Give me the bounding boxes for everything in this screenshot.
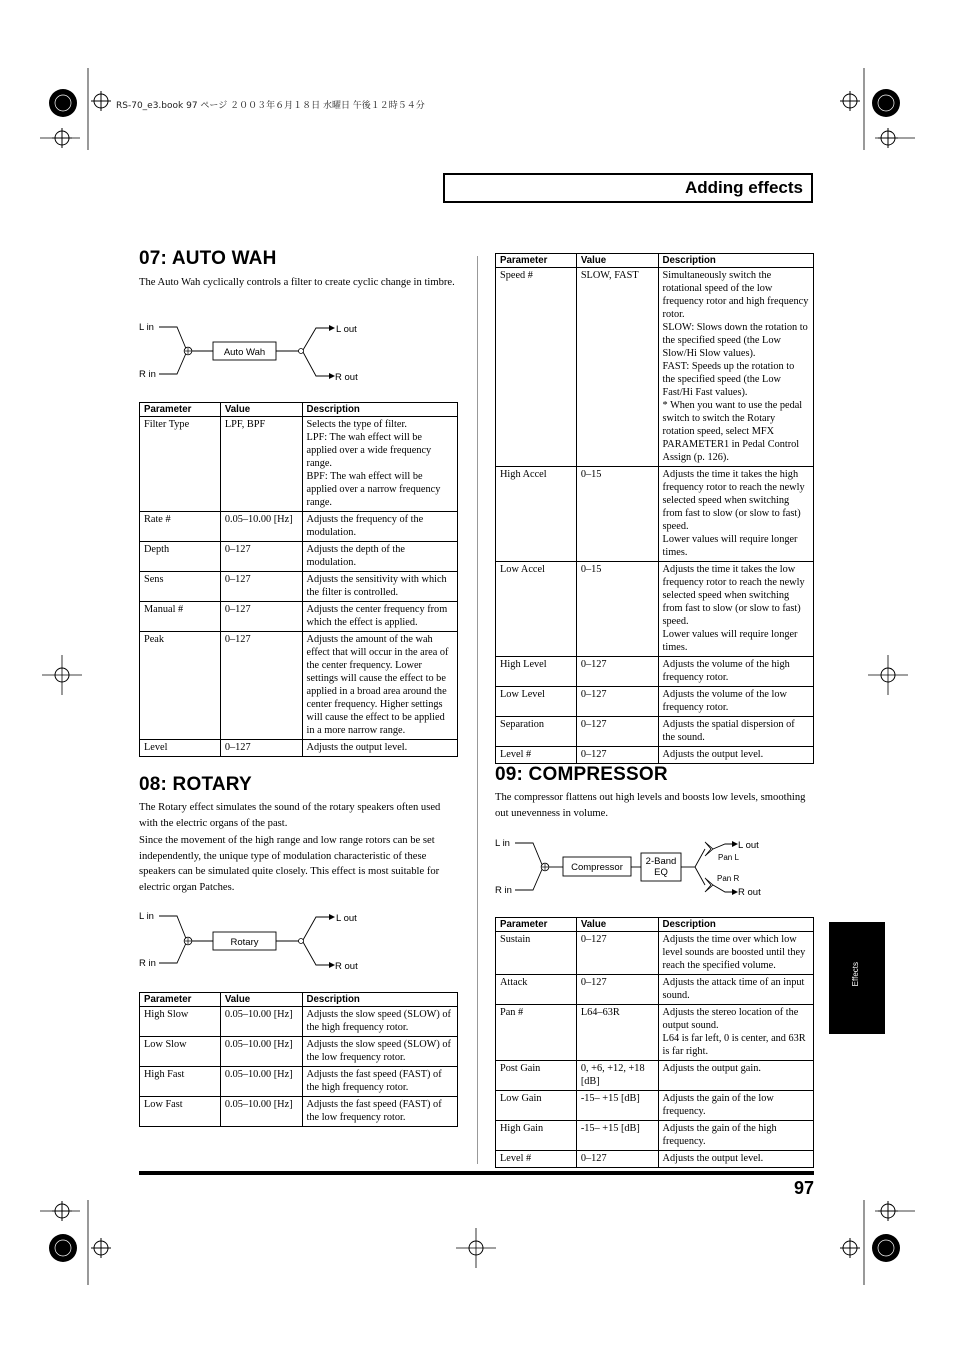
description-cell: Adjusts the stereo location of the output sound. L64 is far left, 0 is center, and 63R is far right. (658, 1005, 813, 1061)
pan-r-label: Pan R (717, 874, 740, 883)
description-cell: Adjusts the time it takes the low frequency rotor to reach the newly selected speed when switching from fast to slow (or slow to fast) speed. Lower values will require longer times. (658, 562, 813, 657)
parameter-cell: Rate # (140, 512, 221, 542)
value-cell: 0–127 (220, 542, 302, 572)
autowah-block-label: Auto Wah (223, 347, 266, 358)
parameter-cell: Attack (496, 975, 577, 1005)
parameter-cell: Pan # (496, 1005, 577, 1061)
value-cell: 0–127 (220, 740, 302, 757)
value-cell: 0–127 (220, 602, 302, 632)
column-divider (477, 256, 478, 1164)
table-row (496, 467, 814, 562)
autowah-signal-flow-diagram (139, 320, 379, 385)
description-cell: Adjusts the fast speed (FAST) of the high frequency rotor. (302, 1067, 457, 1097)
rotary-l-out-label: L out (336, 913, 357, 924)
description-cell: Adjusts the gain of the low frequency. (658, 1091, 813, 1121)
parameter-cell: Sustain (496, 932, 577, 975)
compressor-title: 09: COMPRESSOR (495, 764, 668, 785)
autowah-parameter-table (139, 402, 458, 757)
column-header: Parameter (140, 403, 221, 417)
parameter-cell: High Accel (496, 467, 577, 562)
parameter-cell: Separation (496, 717, 577, 747)
rotary-block-label: Rotary (230, 937, 259, 948)
autowah-intro: The Auto Wah cyclically controls a filter to create cyclic change in timbre. (139, 277, 455, 288)
chapter-title: Adding effects (684, 178, 803, 197)
pan-l-icon (705, 842, 713, 856)
description-cell: Adjusts the output gain. (658, 1061, 813, 1091)
column-header: Parameter (496, 254, 577, 268)
table-row (140, 1067, 458, 1097)
table-row (140, 1007, 458, 1037)
column-header: Description (302, 403, 457, 417)
table-row (496, 1091, 814, 1121)
value-cell: 0–127 (576, 932, 658, 975)
description-cell: Adjusts the attack time of an input sound. (658, 975, 813, 1005)
value-cell: 0–127 (576, 717, 658, 747)
column-header: Value (576, 918, 658, 932)
value-cell: 0.05–10.00 [Hz] (220, 1037, 302, 1067)
value-cell: LPF, BPF (220, 417, 302, 512)
description-cell: Adjusts the gain of the high frequency. (658, 1121, 813, 1151)
table-row (140, 512, 458, 542)
value-cell: L64–63R (576, 1005, 658, 1061)
compressor-r-out-label: R out (738, 887, 761, 898)
table-row (496, 1005, 814, 1061)
autowah-l-out-label: L out (336, 324, 357, 335)
rotary-parameter-table-continued (495, 253, 814, 764)
table-row (496, 687, 814, 717)
column-header: Value (576, 254, 658, 268)
parameter-cell: Low Gain (496, 1091, 577, 1121)
autowah-r-in-label: R in (139, 369, 156, 380)
rotary-intro-2: Since the movement of the high range and low range rotors can be set independently, the unique type of modulation characteristic of these speakers can be simulated quite closely. This effect is most suitable for electric organ Patches. (139, 835, 440, 893)
table-row (140, 1037, 458, 1067)
parameter-cell: Filter Type (140, 417, 221, 512)
rotary-intro-1: The Rotary effect simulates the sound of the rotary speakers often used with the electric organs of the past. (139, 802, 441, 829)
parameter-cell: High Slow (140, 1007, 221, 1037)
table-row (140, 740, 458, 757)
table-row (496, 268, 814, 467)
parameter-cell: Level # (496, 747, 577, 764)
description-cell: Adjusts the spatial dispersion of the sound. (658, 717, 813, 747)
table-row (496, 747, 814, 764)
parameter-cell: Level (140, 740, 221, 757)
chapter-header-box (443, 173, 813, 203)
print-header-line: RS-70_e3.book 97 ページ ２００３年６月１８日 水曜日 午後１２時５４分 (116, 101, 425, 111)
table-row (496, 932, 814, 975)
eq-block-label-1: 2-Band (645, 856, 677, 867)
compressor-intro: The compressor flattens out high levels and boosts low levels, smoothing out unevenness in volume. (495, 792, 806, 819)
compressor-signal-flow-diagram (495, 836, 785, 902)
compressor-l-in-label: L in (495, 838, 510, 849)
description-cell: Adjusts the volume of the high frequency rotor. (658, 657, 813, 687)
column-header: Parameter (496, 918, 577, 932)
side-tab (829, 922, 885, 1034)
description-cell: Adjusts the output level. (658, 747, 813, 764)
parameter-cell: High Fast (140, 1067, 221, 1097)
rotary-title: 08: ROTARY (139, 774, 252, 795)
table-row (496, 975, 814, 1005)
description-cell: Adjusts the time over which low level sounds are boosted until they reach the specified volume. (658, 932, 813, 975)
description-cell: Adjusts the slow speed (SLOW) of the low frequency rotor. (302, 1037, 457, 1067)
column-header: Description (658, 918, 813, 932)
compressor-l-out-label: L out (738, 840, 759, 851)
parameter-cell: Low Accel (496, 562, 577, 657)
column-header: Parameter (140, 993, 221, 1007)
parameter-cell: Low Fast (140, 1097, 221, 1127)
description-cell: Adjusts the volume of the low frequency rotor. (658, 687, 813, 717)
parameter-cell: Low Slow (140, 1037, 221, 1067)
description-cell: Adjusts the amount of the wah effect that will occur in the area of the center frequency. Lower settings will cause the effect to be applied in a broad area around the center frequency. Higher settings will cause the effect to be applied in a more narrow range. (302, 632, 457, 740)
page-number: 97 (793, 1178, 814, 1198)
column-header: Description (302, 993, 457, 1007)
value-cell: 0.05–10.00 [Hz] (220, 512, 302, 542)
description-cell: Simultaneously switch the rotational speed of the low frequency rotor and high frequency rotor. SLOW: Slows down the rotation to the specified speed (the Low Slow/Hi Slow values). FAST: Speeds up the rotation to the specified speed (the Low Fast/Hi Fast values). * When you want to use the pedal switch to switch the Rotary rotation speed, select MFX PARAMETER1 in Pedal Control Assign (p. 126). (658, 268, 813, 467)
table-row (496, 1121, 814, 1151)
rotary-r-out-label: R out (335, 961, 358, 972)
table-row (140, 417, 458, 512)
value-cell: 0–127 (576, 657, 658, 687)
description-cell: Adjusts the depth of the modulation. (302, 542, 457, 572)
description-cell: Adjusts the output level. (658, 1151, 813, 1168)
description-cell: Adjusts the center frequency from which the effect is applied. (302, 602, 457, 632)
value-cell: 0–127 (576, 687, 658, 717)
description-cell: Selects the type of filter. LPF: The wah effect will be applied over a wide frequency range. BPF: The wah effect will be applied over a narrow frequency range. (302, 417, 457, 512)
rotary-signal-flow-diagram (139, 909, 379, 974)
table-row (496, 1151, 814, 1168)
table-row (496, 562, 814, 657)
value-cell: 0–15 (576, 562, 658, 657)
eq-block-label-2: EQ (654, 867, 668, 878)
value-cell: 0.05–10.00 [Hz] (220, 1067, 302, 1097)
value-cell: -15– +15 [dB] (576, 1121, 658, 1151)
parameter-cell: Low Level (496, 687, 577, 717)
table-row (140, 572, 458, 602)
description-cell: Adjusts the output level. (302, 740, 457, 757)
table-row (496, 717, 814, 747)
footer-rule (139, 1171, 814, 1175)
table-row (140, 1097, 458, 1127)
value-cell: 0–127 (576, 975, 658, 1005)
rotary-l-in-label: L in (139, 911, 154, 922)
table-row (140, 542, 458, 572)
autowah-title: 07: AUTO WAH (139, 248, 277, 269)
value-cell: 0.05–10.00 [Hz] (220, 1097, 302, 1127)
parameter-cell: Sens (140, 572, 221, 602)
rotary-r-in-label: R in (139, 958, 156, 969)
parameter-cell: Depth (140, 542, 221, 572)
column-header: Description (658, 254, 813, 268)
value-cell: 0–127 (220, 632, 302, 740)
value-cell: 0, +6, +12, +18 [dB] (576, 1061, 658, 1091)
parameter-cell: High Gain (496, 1121, 577, 1151)
value-cell: -15– +15 [dB] (576, 1091, 658, 1121)
value-cell: SLOW, FAST (576, 268, 658, 467)
parameter-cell: Manual # (140, 602, 221, 632)
pan-r-icon (705, 878, 713, 892)
value-cell: 0–127 (220, 572, 302, 602)
description-cell: Adjusts the time it takes the high frequency rotor to reach the newly selected speed when switching from fast to slow (or slow to fast) speed. Lower values will require longer times. (658, 467, 813, 562)
value-cell: 0–127 (576, 1151, 658, 1168)
description-cell: Adjusts the frequency of the modulation. (302, 512, 457, 542)
description-cell: Adjusts the sensitivity with which the filter is controlled. (302, 572, 457, 602)
compressor-r-in-label: R in (495, 885, 512, 896)
column-header: Value (220, 403, 302, 417)
parameter-cell: Speed # (496, 268, 577, 467)
table-row (140, 602, 458, 632)
parameter-cell: Level # (496, 1151, 577, 1168)
compressor-block-label: Compressor (571, 862, 623, 873)
value-cell: 0–15 (576, 467, 658, 562)
table-row (496, 1061, 814, 1091)
description-cell: Adjusts the fast speed (FAST) of the low frequency rotor. (302, 1097, 457, 1127)
value-cell: 0–127 (576, 747, 658, 764)
table-row (496, 657, 814, 687)
compressor-parameter-table (495, 917, 814, 1168)
parameter-cell: Post Gain (496, 1061, 577, 1091)
table-row (140, 632, 458, 740)
pan-l-label: Pan L (718, 853, 739, 862)
parameter-cell: High Level (496, 657, 577, 687)
column-header: Value (220, 993, 302, 1007)
autowah-r-out-label: R out (335, 372, 358, 383)
description-cell: Adjusts the slow speed (SLOW) of the high frequency rotor. (302, 1007, 457, 1037)
side-tab-label: Effects (851, 962, 860, 987)
parameter-cell: Peak (140, 632, 221, 740)
value-cell: 0.05–10.00 [Hz] (220, 1007, 302, 1037)
rotary-parameter-table (139, 992, 458, 1127)
autowah-l-in-label: L in (139, 322, 154, 333)
